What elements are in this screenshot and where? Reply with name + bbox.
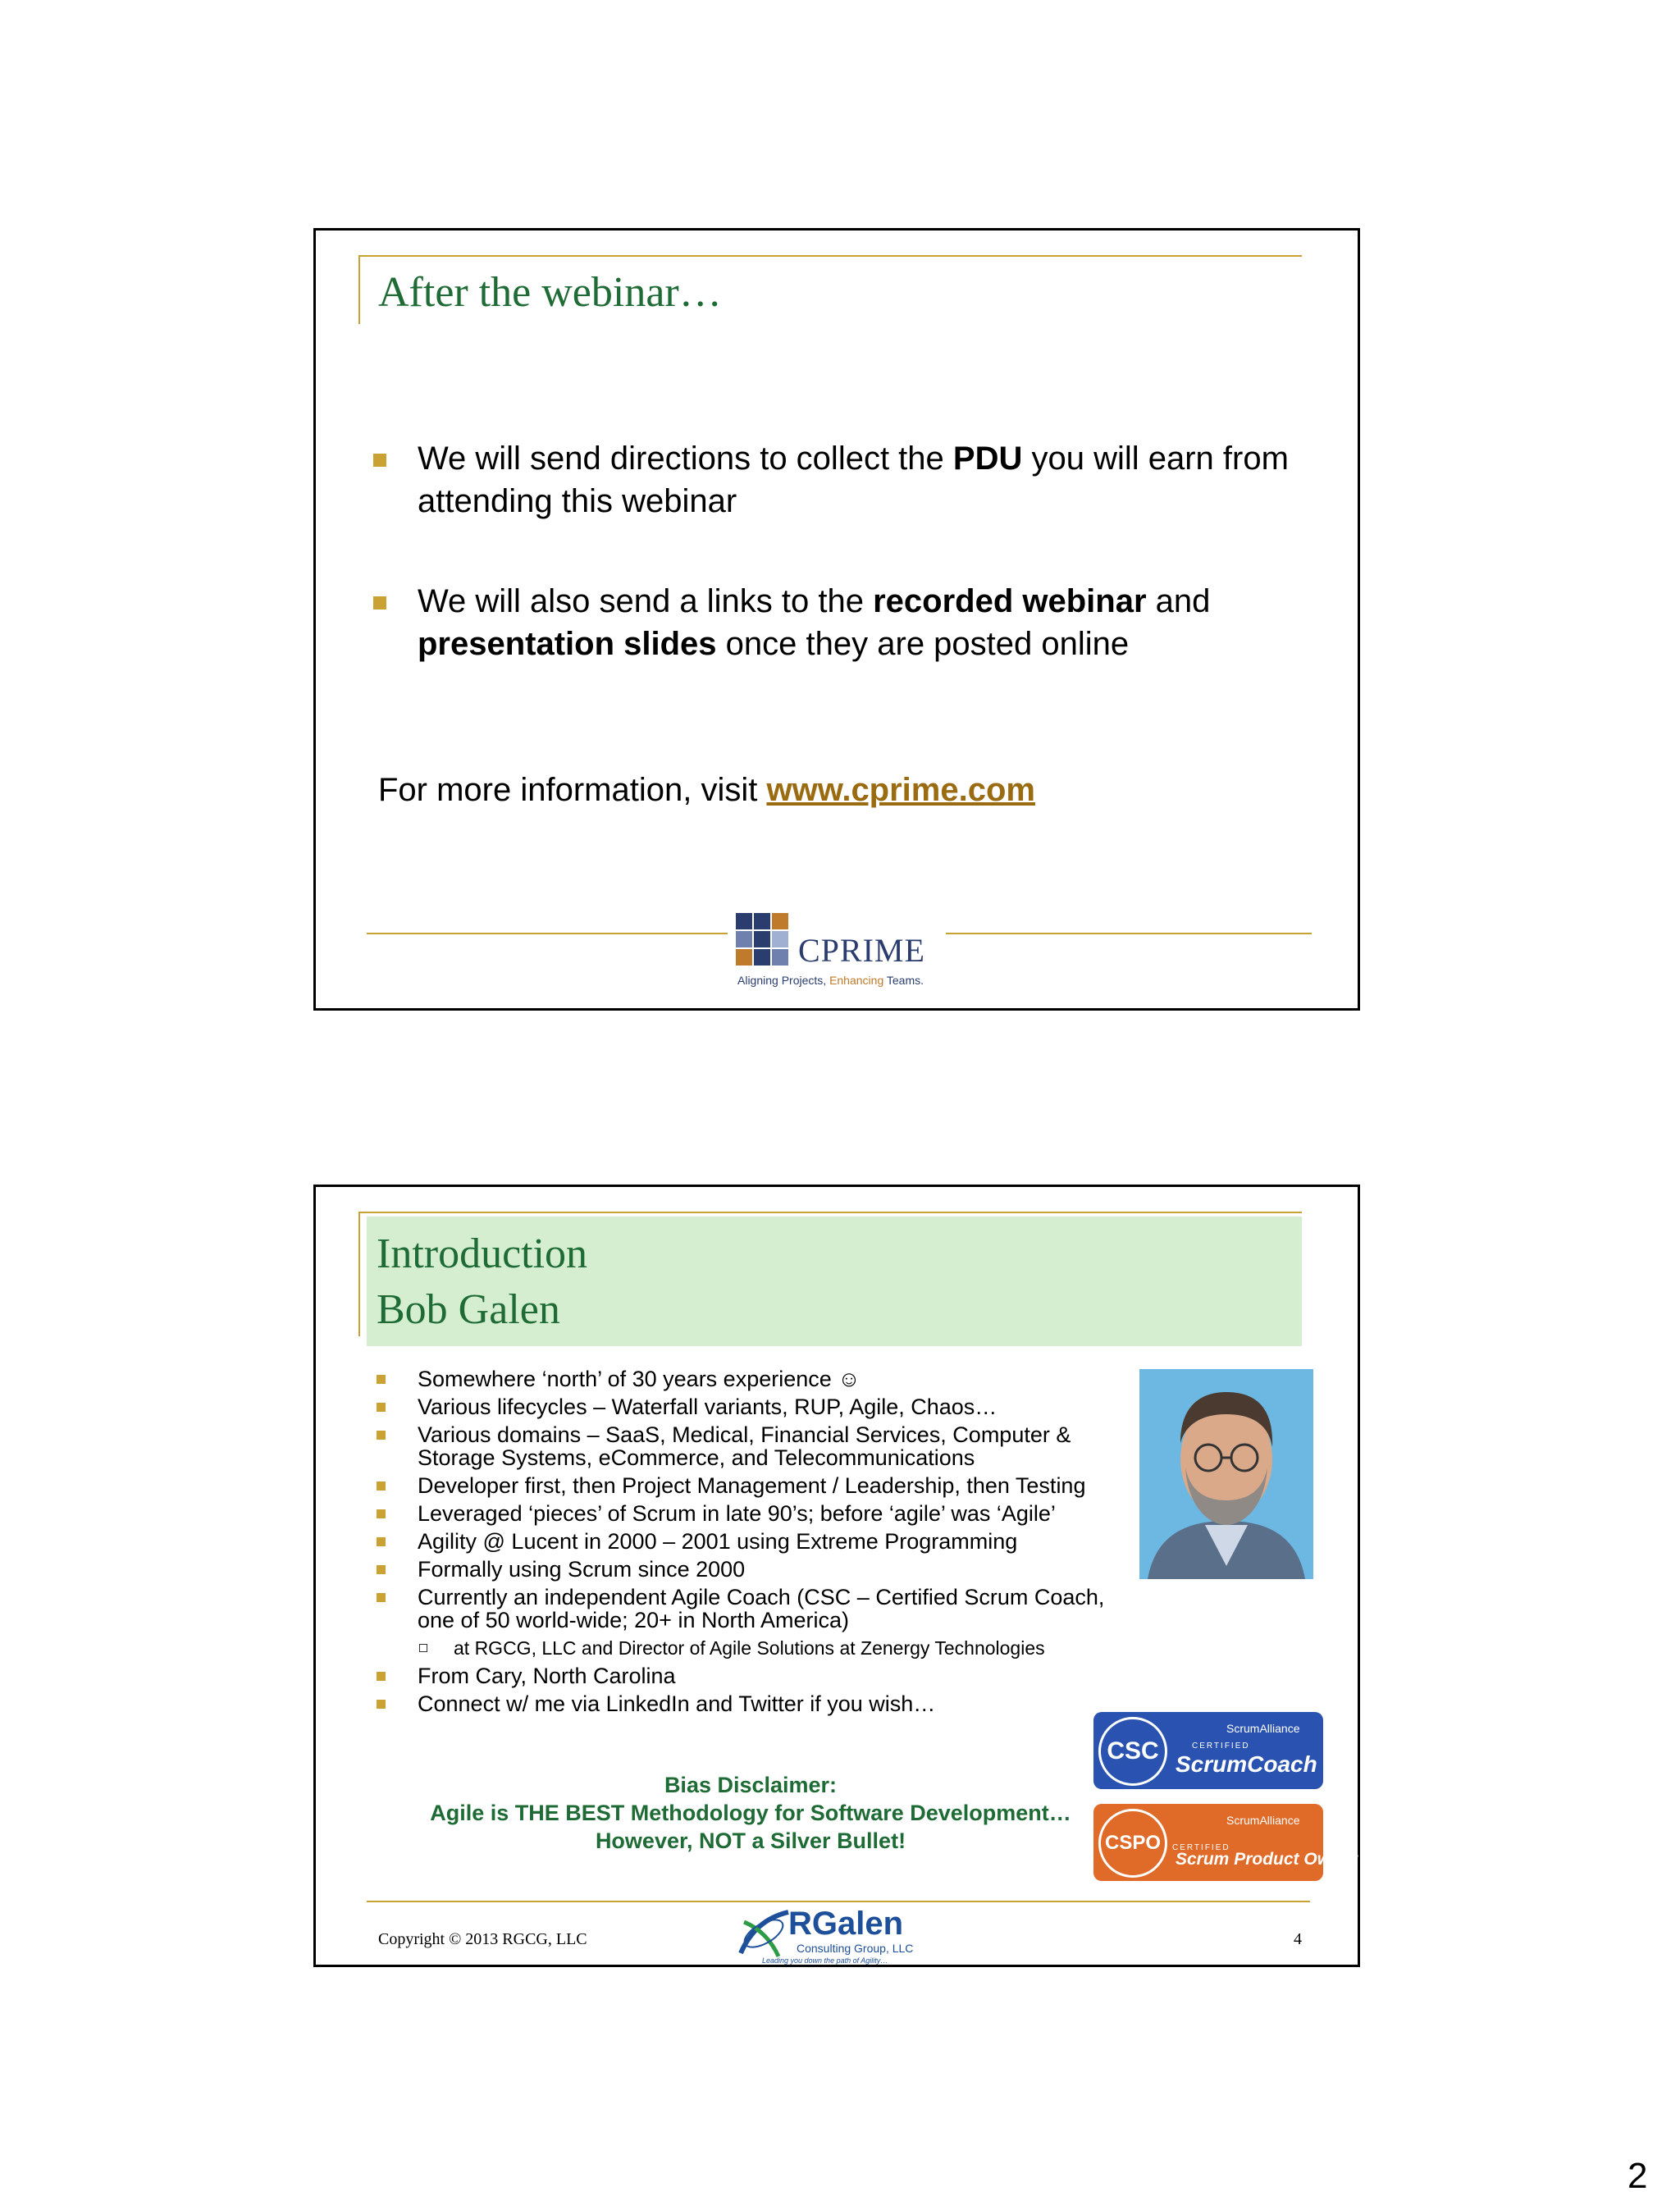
disclaimer-line: Agile is THE BEST Methodology for Software Development…	[430, 1801, 1071, 1825]
bullet-bold-text: recorded webinar	[873, 583, 1147, 619]
bullet-bold-text: presentation slides	[418, 626, 717, 662]
badge-org: ScrumAlliance	[1226, 1722, 1300, 1735]
disclaimer-line: However, NOT a Silver Bullet!	[595, 1828, 906, 1853]
slide-title: After the webinar…	[378, 269, 722, 316]
title-frame	[358, 255, 1302, 324]
list-item	[377, 1530, 1115, 1553]
list-item	[373, 580, 1292, 665]
bullet-square-icon	[377, 1375, 386, 1384]
rgalen-logo	[736, 1906, 916, 1965]
sub-bullet-icon	[419, 1644, 427, 1652]
bullet-square-icon	[377, 1431, 386, 1440]
bullet-list	[377, 1367, 1115, 1720]
list-item	[377, 1502, 1115, 1525]
rgalen-subtitle: Consulting Group, LLC	[797, 1942, 914, 1955]
rgalen-swoosh-icon	[736, 1906, 793, 1960]
bullet-square-icon	[377, 1403, 386, 1412]
portrait-icon	[1139, 1369, 1313, 1579]
bullet-square-icon	[373, 596, 386, 609]
bullet-text: Formally using Scrum since 2000	[418, 1557, 746, 1582]
bullet-text: From Cary, North Carolina	[418, 1664, 676, 1688]
footer-divider-left	[367, 933, 728, 934]
list-item	[377, 1423, 1115, 1469]
disclaimer-heading: Bias Disclaimer:	[664, 1773, 838, 1797]
bullet-bold-text: PDU	[952, 441, 1023, 477]
bullet-text: Somewhere ‘north’ of 30 years experience ☺	[418, 1367, 861, 1391]
bullet-text: We will send directions to collect the	[418, 441, 953, 477]
bullet-square-icon	[377, 1672, 386, 1681]
bullet-text: Leveraged ‘pieces’ of Scrum in late 90’s; before ‘agile’ was ‘Agile’	[418, 1501, 1056, 1526]
bullet-text: Currently an independent Agile Coach (CSC – Certified Scrum Coach, one of 50 world-wide; 20+ in North America)	[418, 1585, 1105, 1632]
bias-disclaimer	[381, 1771, 1120, 1855]
list-item	[377, 1692, 1115, 1715]
slide-title: Introduction	[377, 1230, 588, 1277]
list-item	[373, 437, 1292, 523]
list-item	[377, 1664, 1115, 1687]
bullet-text: at RGCG, LLC and Director of Agile Solutions at Zenergy Technologies	[454, 1637, 1045, 1659]
cprime-grid-icon	[736, 913, 795, 972]
bullet-text: Developer first, then Project Management / Leadership, then Testing	[418, 1473, 1086, 1498]
cprime-link[interactable]: www.cprime.com	[766, 772, 1035, 808]
bullet-text: Various lifecycles – Waterfall variants, RUP, Agile, Chaos…	[418, 1395, 998, 1419]
csc-seal-icon: CSC	[1098, 1717, 1167, 1786]
cspo-seal-icon: CSPO	[1098, 1809, 1167, 1878]
badge-certified-label: CERTIFIED	[1172, 1843, 1230, 1852]
list-item	[377, 1474, 1115, 1497]
badge-org: ScrumAlliance	[1226, 1814, 1300, 1827]
footer-divider-right	[946, 933, 1312, 934]
list-item	[377, 1367, 1115, 1390]
bullet-text: and	[1146, 583, 1211, 619]
slide-introduction	[313, 1185, 1360, 1967]
cprime-logo	[736, 913, 941, 987]
footer-divider	[367, 1901, 1310, 1902]
rgalen-tagline: Leading you down the path of Agility…	[762, 1956, 888, 1965]
list-item	[377, 1558, 1115, 1581]
page-number: 2	[1628, 2156, 1648, 2196]
badge-certified-label: CERTIFIED	[1192, 1742, 1250, 1751]
speaker-photo	[1139, 1369, 1313, 1579]
rgalen-wordmark: RGalen	[788, 1906, 904, 1942]
bullet-square-icon	[377, 1481, 386, 1491]
bullet-text: Various domains – SaaS, Medical, Financial Services, Computer & Storage Systems, eCommerce, and Telecommunications	[418, 1422, 1071, 1470]
badge-cert: Scrum Product Owner	[1176, 1850, 1358, 1869]
list-item	[377, 1586, 1115, 1632]
slide-number: 4	[1294, 1930, 1302, 1948]
bullet-square-icon	[377, 1509, 386, 1518]
badge-cert: ScrumCoach	[1176, 1751, 1317, 1777]
slide-after-webinar	[313, 228, 1360, 1011]
cprime-tagline: Aligning Projects, Enhancing Teams.	[737, 974, 924, 987]
bullet-square-icon	[377, 1537, 386, 1546]
copyright-text: Copyright © 2013 RGCG, LLC	[378, 1930, 587, 1948]
bullet-text: We will also send a links to the	[418, 583, 874, 619]
bullet-list	[373, 437, 1292, 723]
csc-badge	[1093, 1712, 1323, 1789]
list-item	[377, 1395, 1115, 1418]
bullet-text: you will earn from attending this webinar	[418, 441, 1289, 519]
more-info-text	[378, 772, 1035, 809]
list-item	[377, 1637, 1115, 1659]
bullet-text: once they are posted online	[716, 626, 1130, 662]
bullet-square-icon	[377, 1565, 386, 1574]
slide-subtitle: Bob Galen	[377, 1286, 560, 1333]
bullet-square-icon	[377, 1593, 386, 1602]
more-info-prefix: For more information, visit	[378, 772, 767, 808]
bullet-text: Agility @ Lucent in 2000 – 2001 using Extreme Programming	[418, 1529, 1018, 1554]
bullet-square-icon	[373, 454, 386, 467]
bullet-text: Connect w/ me via LinkedIn and Twitter if you wish…	[418, 1691, 936, 1716]
bullet-square-icon	[377, 1700, 386, 1709]
cprime-wordmark: CPRIME	[798, 932, 925, 969]
cspo-badge	[1093, 1804, 1358, 1881]
